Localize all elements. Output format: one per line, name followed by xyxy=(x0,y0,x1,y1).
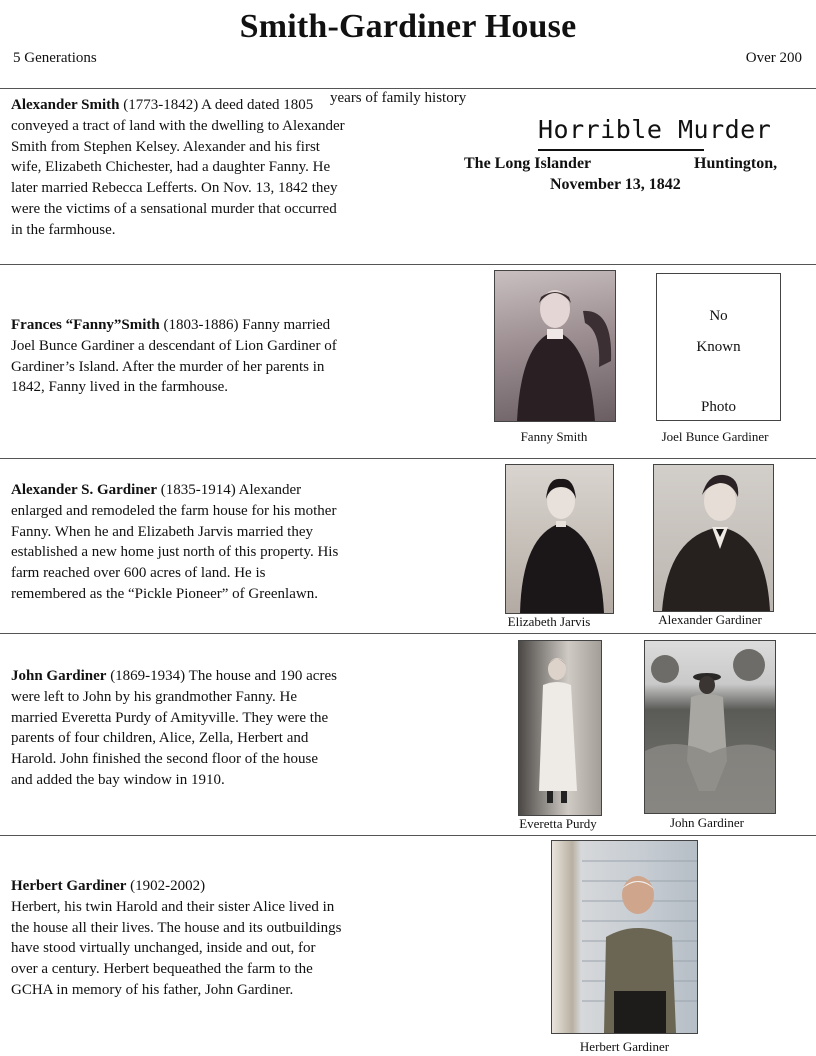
person-text: A deed dated 1805 conveyed a tract of land with the dwelling to Alexander Smith from Stephen Kelsey. Alexander and his first wife, Elizabeth Chichester, had a daughter Fanny. He later married Rebecca Lefferts. On Nov. 13, 1842 they were the victims of a sensational murder that occurred in the farmhouse. xyxy=(11,97,345,238)
person-name: Herbert Gardiner xyxy=(11,878,127,894)
caption-herbert-gardiner: Herbert Gardiner xyxy=(579,1039,670,1054)
page-title: Smith-Gardiner House xyxy=(239,8,577,45)
photo-joel-bunce-gardiner-placeholder xyxy=(656,273,781,421)
portrait-elderly-man-icon xyxy=(552,841,697,1033)
newspaper-clipping xyxy=(462,115,782,195)
caption-fanny-smith: Fanny Smith xyxy=(520,429,588,444)
photo-alexander-gardiner xyxy=(653,464,774,612)
placeholder-line: Known xyxy=(696,339,741,355)
divider xyxy=(0,633,816,634)
person-dates: (1869-1934) xyxy=(110,668,186,684)
section-herbert-gardiner xyxy=(11,876,411,1001)
generations-label: 5 Generations xyxy=(13,50,97,66)
newspaper-name: The Long Islander xyxy=(464,155,592,172)
divider xyxy=(0,835,816,836)
photo-fanny-smith xyxy=(494,270,616,422)
caption-everetta-purdy: Everetta Purdy xyxy=(519,816,597,831)
newspaper-date: November 13, 1842 xyxy=(550,176,681,193)
person-name: Alexander Smith xyxy=(11,97,120,113)
portrait-woman-icon xyxy=(495,271,615,421)
section-alexander-s-gardiner xyxy=(11,480,411,605)
divider xyxy=(0,458,816,459)
person-dates: (1803-1886) xyxy=(163,317,239,333)
caption-alexander-gardiner: Alexander Gardiner xyxy=(658,612,762,627)
photo-everetta-purdy xyxy=(518,640,602,816)
portrait-man-icon xyxy=(654,465,773,611)
person-name: Frances “Fanny”Smith xyxy=(11,317,160,333)
person-text: Herbert, his twin Harold and their sister Alice lived in the house all their lives. The house and its outbuildings have stood virtually unchanged, inside and out, for over a century. Herbert bequeathed the farm to the GCHA in memory of his father, John Gardiner. xyxy=(11,898,342,998)
divider xyxy=(0,88,816,89)
divider xyxy=(0,264,816,265)
placeholder-line: Photo xyxy=(700,399,736,415)
person-text: The house and 190 acres were left to John by his grandmother Fanny. He married Everetta Purdy of Amityville. They were the parents of four children, Alice, Zella, Herbert and Harold. John finished the second floor of the house and added the bay window in 1910. xyxy=(11,668,337,788)
caption-joel-bunce-gardiner: Joel Bunce Gardiner xyxy=(661,429,769,444)
person-text: Alexander enlarged and remodeled the farm house for his mother Fanny. When he and Elizabeth Jarvis married they established a new home just north of this property. His farm reached over 600 acres of land. He is remembered as the “Pickle Pioneer” of Greenlawn. xyxy=(11,482,339,602)
photo-elizabeth-jarvis xyxy=(505,464,614,614)
portrait-woman-icon xyxy=(506,465,613,613)
placeholder-line: No xyxy=(709,308,728,324)
person-dates: (1902-2002) xyxy=(130,878,206,894)
headline-underline xyxy=(538,149,704,151)
caption-john-gardiner: John Gardiner xyxy=(669,815,744,830)
newspaper-headline: Horrible Murder xyxy=(538,115,772,144)
person-text: Fanny married Joel Bunce Gardiner a descendant of Lion Gardiner of Gardiner’s Island. After the murder of her parents in 1842, Fanny lived in the farmhouse. xyxy=(11,317,337,396)
caption-elizabeth-jarvis: Elizabeth Jarvis xyxy=(507,614,591,629)
person-name: John Gardiner xyxy=(11,668,107,684)
history-label: Over 200 xyxy=(745,50,802,66)
section-alexander-smith xyxy=(11,95,411,241)
section-fanny-smith xyxy=(11,315,411,398)
history-continuation: years of family history xyxy=(330,90,467,106)
portrait-woman-standing-icon xyxy=(519,641,601,815)
person-dates: (1773-1842) xyxy=(123,97,199,113)
section-john-gardiner xyxy=(11,666,411,791)
person-name: Alexander S. Gardiner xyxy=(11,482,157,498)
photo-john-gardiner xyxy=(644,640,776,814)
newspaper-place: Huntington, xyxy=(694,155,778,172)
person-dates: (1835-1914) xyxy=(160,482,236,498)
farmer-in-field-icon xyxy=(645,641,775,813)
photo-herbert-gardiner xyxy=(551,840,698,1034)
